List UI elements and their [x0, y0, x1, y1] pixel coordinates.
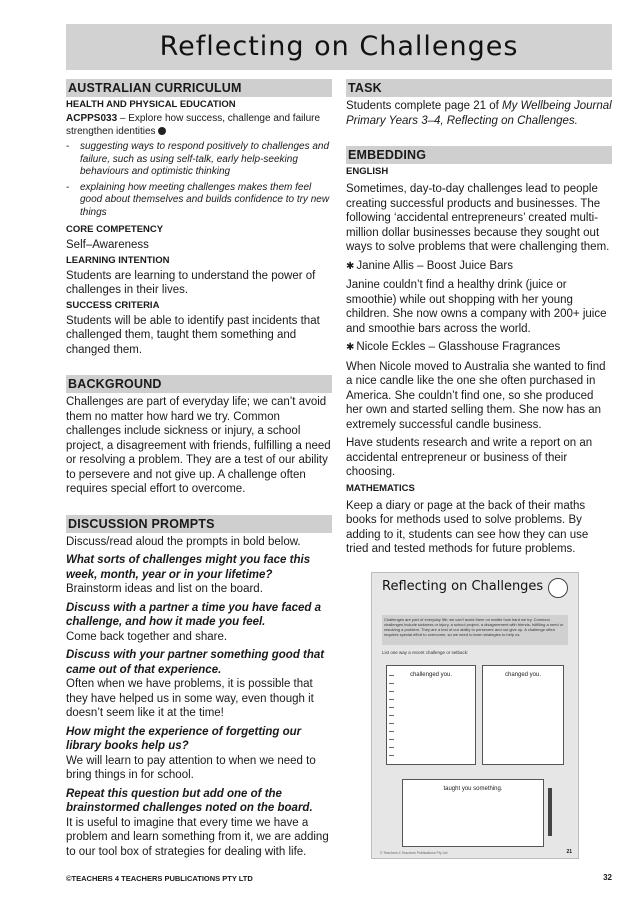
entrepreneur-name: ✱ Janine Allis – Boost Juice Bars: [346, 259, 513, 272]
star-icon: ✱: [346, 342, 355, 353]
publisher-footer: ©TEACHERS 4 TEACHERS PUBLICATIONS PTY LTD: [66, 874, 253, 883]
english-intro: Sometimes, day-to-day challenges lead to people creating successful products and businesses. The following ‘accidental entrepreneurs’ created multi-million dollar businesses because they sought out ways to solve problems that were challenging them.: [346, 183, 610, 253]
curriculum-bullet: - suggesting ways to respond positively to challenges and failure, such as using self-talk, early help-seeking behaviours and optimistic thinking: [66, 141, 330, 177]
link-icon: [158, 127, 166, 135]
background-heading: BACKGROUND: [66, 375, 332, 393]
left-column: [66, 79, 332, 859]
research-text: Have students research and write a report on an accidental entrepreneur or business of their choosing.: [346, 437, 593, 478]
thumbnail-page-number: 21: [566, 849, 572, 855]
learning-intention-value: Students are learning to understand the power of challenges in their lives.: [66, 269, 316, 296]
notebook-card: [482, 665, 564, 765]
learning-intention-label: LEARNING INTENTION: [66, 254, 170, 266]
task-heading: TASK: [346, 79, 612, 97]
card-label: changed you.: [504, 672, 542, 678]
thumbnail-intro: Challenges are part of everyday life; we can't avoid them no matter how hard we try. Common challenges include sickness or injury, a school project, a disagreement with friends, fulfilling a need or resolving a problem. They are a test of our ability to persevere and not give up. A challenge often requires special effort to overcome, so we need to learn strategies to help us.: [382, 615, 568, 645]
core-competency-label: CORE COMPETENCY: [66, 224, 164, 235]
worksheet-thumbnail: [371, 572, 579, 859]
discussion-answer: We will learn to pay attention to when we need to bring things in for school.: [66, 754, 316, 781]
pencil-icon: [548, 788, 552, 836]
curriculum-code: ACPPS033: [66, 113, 118, 124]
success-criteria-value: Students will be able to identify past incidents that challenged them, taught them something and changed them.: [66, 314, 320, 356]
core-competency-value: Self–Awareness: [66, 239, 149, 251]
card-label: taught you something.: [443, 786, 503, 792]
thumbnail-prompt: List one way a recent challenge or setback:: [382, 650, 469, 655]
background-text: Challenges are part of everyday life; we can’t avoid them no matter how hard we try. Common challenges include sickness or injury, a school project, a disagreement with friends, fulfilling a need or resolving a problem. They are a test of our ability to persevere and not give up. A challenge often requires special effort to overcome.: [66, 396, 331, 495]
embedding-heading: EMBEDDING: [346, 146, 612, 164]
right-column: [346, 79, 612, 557]
spiral-binding: [389, 672, 394, 758]
discussion-intro: Discuss/read aloud the prompts in bold below.: [66, 535, 301, 548]
success-criteria-label: SUCCESS CRITERIA: [66, 299, 160, 311]
curriculum-heading: AUSTRALIAN CURRICULUM: [66, 79, 332, 97]
globe-icon: [548, 578, 568, 598]
thumbnail-title: Reflecting on Challenges: [382, 579, 544, 594]
english-label: ENGLISH: [346, 166, 389, 177]
discussion-heading: DISCUSSION PROMPTS: [66, 515, 332, 533]
discussion-answer: Brainstorm ideas and list on the board.: [66, 583, 263, 595]
discussion-answer: It is useful to imagine that every time we have a problem and learn something from it, we are adding to our tool box of strategies for dealing with life.: [66, 816, 329, 858]
discussion-answer: Come back together and share.: [66, 630, 228, 643]
card-label: challenged you.: [409, 672, 453, 678]
discussion-answer: Often when we have problems, it is possible that they have helped us in some way, even though it doesn’t seem like it at the time!: [66, 678, 314, 719]
entrepreneur-name: ✱ Nicole Eckles – Glasshouse Fragrances: [346, 341, 561, 353]
notebook-card: [402, 779, 544, 847]
task-text: Students complete page 21 of My Wellbeing Journal Primary Years 3–4, Reflecting on Challenges.: [346, 100, 612, 127]
discussion-question: Repeat this question but add one of the brainstormed challenges noted on the board.: [66, 787, 313, 814]
curriculum-code-text: – Explore how success, challenge and failure strengthen identities: [66, 113, 321, 137]
page-title: Reflecting on Challenges: [159, 31, 519, 62]
maths-label: MATHEMATICS: [346, 482, 415, 494]
star-icon: ✱: [346, 260, 355, 272]
journal-title: My Wellbeing Journal Primary Years 3–4, Reflecting on Challenges.: [346, 100, 612, 127]
curriculum-bullet: - explaining how meeting challenges makes them feel good about themselves and builds confidence to try new things: [66, 181, 330, 218]
discussion-question: What sorts of challenges might you face this week, month, year or in your lifetime?: [66, 554, 311, 581]
entrepreneur-story: Janine couldn’t find a healthy drink (juice or smoothie) while out shopping with her young children. She now owns a company with 200+ juice and smoothie bars across the world.: [346, 279, 607, 335]
notebook-card: [386, 665, 476, 765]
entrepreneur-story: When Nicole moved to Australia she wanted to find a nice candle like the one she often purchased in America. She couldn’t find one, so she produced her own and started selling them. She now has an extremely successful candle business.: [346, 360, 606, 431]
maths-text: Keep a diary or page at the back of their maths books for methods used to solve problems. By adding to it, students can see how they can use tried and tested methods for future problems.: [346, 499, 589, 555]
discussion-question: Discuss with your partner something good that came out of that experience.: [66, 649, 325, 676]
title-banner: [66, 24, 612, 70]
curriculum-code-line: [66, 113, 332, 138]
page-number: 32: [603, 873, 612, 882]
discussion-question: Discuss with a partner a time you have faced a challenge, and how it made you feel.: [66, 601, 322, 628]
curriculum-subheading: HEALTH AND PHYSICAL EDUCATION: [66, 99, 236, 110]
discussion-question: How might the experience of forgetting our library books help us?: [66, 725, 302, 752]
thumbnail-footer: © Teachers 4 Teachers Publications Pty Ltd: [380, 851, 448, 855]
